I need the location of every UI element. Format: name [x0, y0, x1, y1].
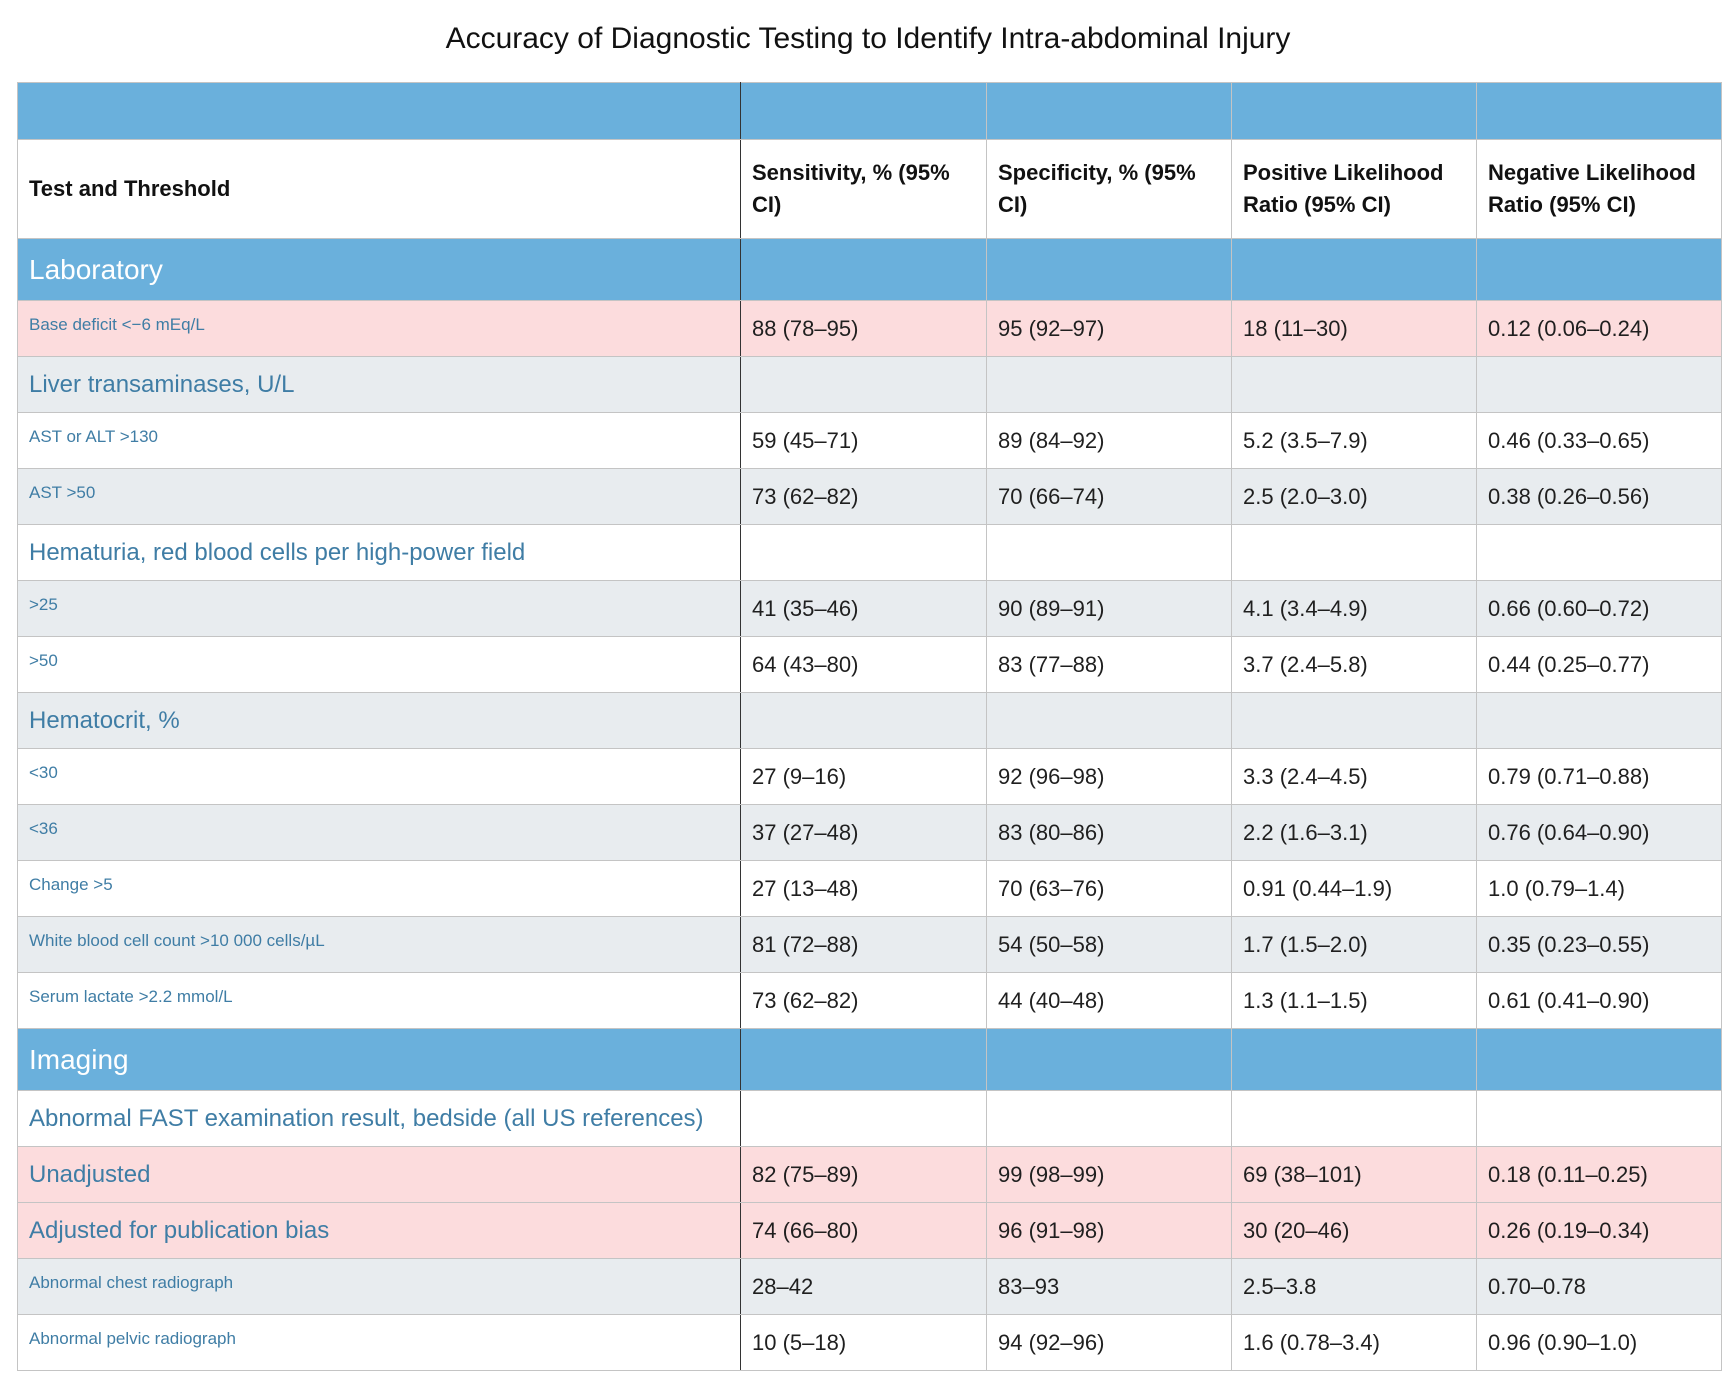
cell-positive-lr: 1.6 (0.78–3.4): [1232, 1315, 1477, 1371]
cell-sensitivity: 27 (9–16): [741, 749, 987, 805]
cell-specificity: 95 (92–97): [987, 301, 1232, 357]
cell-specificity: 89 (84–92): [987, 413, 1232, 469]
cell-positive-lr: 2.5 (2.0–3.0): [1232, 469, 1477, 525]
cell-positive-lr: 1.3 (1.1–1.5): [1232, 973, 1477, 1029]
cell-negative-lr: 0.26 (0.19–0.34): [1477, 1203, 1722, 1259]
col-header-test: Test and Threshold: [18, 140, 741, 239]
cell-positive-lr: 0.91 (0.44–1.9): [1232, 861, 1477, 917]
column-header-row: [18, 140, 1722, 239]
cell-sensitivity: 82 (75–89): [741, 1147, 987, 1203]
table-row: [18, 469, 1722, 525]
row-label: Base deficit <−6 mEq/L: [18, 301, 741, 357]
col-header-sensitivity: Sensitivity, % (95% CI): [741, 140, 987, 239]
cell-specificity: 70 (66–74): [987, 469, 1232, 525]
cell-positive-lr: 69 (38–101): [1232, 1147, 1477, 1203]
table-row: [18, 357, 1722, 413]
table-row: [18, 1315, 1722, 1371]
col-header-positive-lr: Positive Likelihood Ratio (95% CI): [1232, 140, 1477, 239]
table-row: [18, 861, 1722, 917]
row-label: Abnormal pelvic radiograph: [18, 1315, 741, 1371]
cell-negative-lr: 0.96 (0.90–1.0): [1477, 1315, 1722, 1371]
cell-sensitivity: 10 (5–18): [741, 1315, 987, 1371]
row-label: White blood cell count >10 000 cells/µL: [18, 917, 741, 973]
row-label: Hematocrit, %: [18, 693, 741, 749]
cell-negative-lr: 0.61 (0.41–0.90): [1477, 973, 1722, 1029]
cell-positive-lr: 5.2 (3.5–7.9): [1232, 413, 1477, 469]
cell-sensitivity: 41 (35–46): [741, 581, 987, 637]
section-row-laboratory: [18, 239, 1722, 301]
section-title: Imaging: [18, 1029, 741, 1091]
table-row: [18, 693, 1722, 749]
cell-positive-lr: 30 (20–46): [1232, 1203, 1477, 1259]
cell-negative-lr: 0.18 (0.11–0.25): [1477, 1147, 1722, 1203]
table-row: [18, 917, 1722, 973]
cell-specificity: 54 (50–58): [987, 917, 1232, 973]
cell-specificity: 90 (89–91): [987, 581, 1232, 637]
cell-negative-lr: 0.70–0.78: [1477, 1259, 1722, 1315]
cell-specificity: 83 (80–86): [987, 805, 1232, 861]
table-row: [18, 1091, 1722, 1147]
row-label: Serum lactate >2.2 mmol/L: [18, 973, 741, 1029]
row-label: Abnormal chest radiograph: [18, 1259, 741, 1315]
cell-positive-lr: 3.7 (2.4–5.8): [1232, 637, 1477, 693]
table-row: [18, 749, 1722, 805]
row-label: AST or ALT >130: [18, 413, 741, 469]
cell-sensitivity: 73 (62–82): [741, 973, 987, 1029]
section-title: Laboratory: [18, 239, 741, 301]
col-header-specificity: Specificity, % (95% CI): [987, 140, 1232, 239]
cell-positive-lr: 2.2 (1.6–3.1): [1232, 805, 1477, 861]
cell-sensitivity: 64 (43–80): [741, 637, 987, 693]
col-header-negative-lr: Negative Likelihood Ratio (95% CI): [1477, 140, 1722, 239]
cell-negative-lr: 0.35 (0.23–0.55): [1477, 917, 1722, 973]
table-row: [18, 973, 1722, 1029]
table-title: Accuracy of Diagnostic Testing to Identify Intra-abdominal Injury: [445, 22, 1291, 55]
row-label: Hematuria, red blood cells per high-power field: [18, 525, 741, 581]
row-label: >25: [18, 581, 741, 637]
row-label: <36: [18, 805, 741, 861]
cell-negative-lr: 0.76 (0.64–0.90): [1477, 805, 1722, 861]
table-row: [18, 1259, 1722, 1315]
table-row: [18, 581, 1722, 637]
cell-specificity: 70 (63–76): [987, 861, 1232, 917]
cell-specificity: 44 (40–48): [987, 973, 1232, 1029]
cell-specificity: 94 (92–96): [987, 1315, 1232, 1371]
cell-sensitivity: 88 (78–95): [741, 301, 987, 357]
cell-negative-lr: 0.44 (0.25–0.77): [1477, 637, 1722, 693]
cell-negative-lr: 0.46 (0.33–0.65): [1477, 413, 1722, 469]
row-label: Abnormal FAST examination result, bedside (all US references): [18, 1091, 741, 1147]
cell-sensitivity: 81 (72–88): [741, 917, 987, 973]
cell-specificity: 92 (96–98): [987, 749, 1232, 805]
cell-negative-lr: 0.12 (0.06–0.24): [1477, 301, 1722, 357]
table-row: [18, 413, 1722, 469]
cell-sensitivity: 73 (62–82): [741, 469, 987, 525]
row-label: AST >50: [18, 469, 741, 525]
cell-sensitivity: 37 (27–48): [741, 805, 987, 861]
cell-sensitivity: 28–42: [741, 1259, 987, 1315]
table-row: [18, 301, 1722, 357]
header-band: [18, 83, 1722, 140]
cell-negative-lr: 1.0 (0.79–1.4): [1477, 861, 1722, 917]
row-label: Adjusted for publication bias: [18, 1203, 741, 1259]
cell-positive-lr: 18 (11–30): [1232, 301, 1477, 357]
cell-positive-lr: 2.5–3.8: [1232, 1259, 1477, 1315]
row-label: Unadjusted: [18, 1147, 741, 1203]
cell-positive-lr: 1.7 (1.5–2.0): [1232, 917, 1477, 973]
row-label: >50: [18, 637, 741, 693]
cell-specificity: 83–93: [987, 1259, 1232, 1315]
row-label: Liver transaminases, U/L: [18, 357, 741, 413]
cell-specificity: 83 (77–88): [987, 637, 1232, 693]
row-label: Change >5: [18, 861, 741, 917]
table-row: [18, 1203, 1722, 1259]
cell-sensitivity: 59 (45–71): [741, 413, 987, 469]
cell-negative-lr: 0.79 (0.71–0.88): [1477, 749, 1722, 805]
cell-positive-lr: 3.3 (2.4–4.5): [1232, 749, 1477, 805]
table-row: [18, 805, 1722, 861]
section-row-imaging: [18, 1029, 1722, 1091]
row-label: <30: [18, 749, 741, 805]
cell-positive-lr: 4.1 (3.4–4.9): [1232, 581, 1477, 637]
cell-negative-lr: 0.66 (0.60–0.72): [1477, 581, 1722, 637]
table-row: [18, 525, 1722, 581]
cell-specificity: 99 (98–99): [987, 1147, 1232, 1203]
table-row: [18, 1147, 1722, 1203]
cell-specificity: 96 (91–98): [987, 1203, 1232, 1259]
diagnostic-accuracy-table: [17, 82, 1722, 1371]
cell-sensitivity: 27 (13–48): [741, 861, 987, 917]
table-row: [18, 637, 1722, 693]
cell-negative-lr: 0.38 (0.26–0.56): [1477, 469, 1722, 525]
cell-sensitivity: 74 (66–80): [741, 1203, 987, 1259]
